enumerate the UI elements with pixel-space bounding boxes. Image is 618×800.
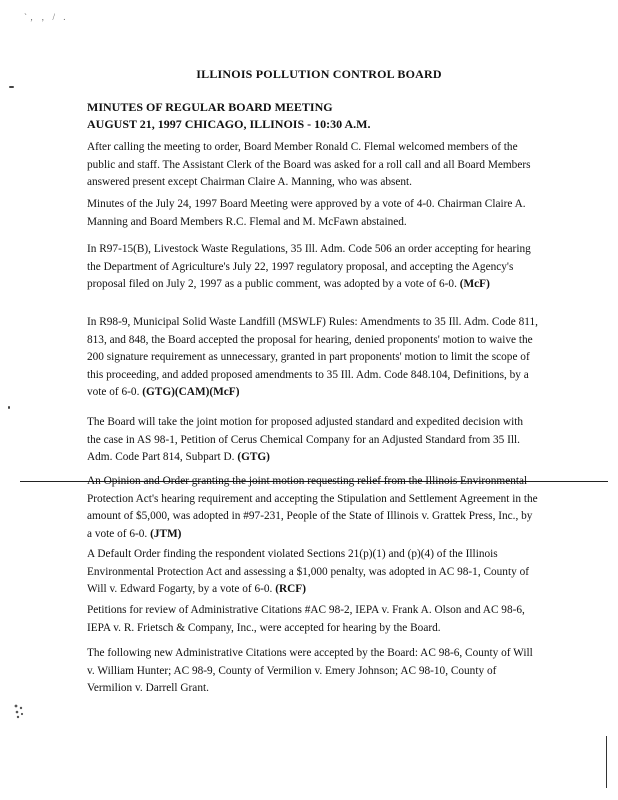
scan-corner-mark: `‚ ‚ / . (24, 12, 69, 22)
paragraph-text: In R98-9, Municipal Solid Waste Landfill (MSWLF) Rules: Amendments to 35 Ill. Adm. Code 811, 813, and 848, the Board accepted the proposal for hearing, denied proponents' motion to waive the 200 signature requirement as unnecessary, granted in part proponents' motion to limit the scope of this proceeding, and added proposed amendments to 35 Ill. Adm. Code 848.104, Definitions, by a vote of 6-0. (87, 316, 538, 398)
initials-tag: (GTG)(CAM)(McF) (142, 386, 240, 398)
paragraph-call-to-order (87, 139, 539, 192)
initials-tag: (JTM) (150, 527, 182, 540)
paragraph-r98-9 (87, 314, 539, 402)
initials-tag: (McF) (459, 278, 490, 290)
paragraph-as98-1 (87, 414, 539, 467)
paragraph-text: An Opinion and Order granting the joint motion requesting relief from the Illinois Environmental Protection Act's hearing requirement and accepting the Stipulation and Settlement Agreement in the amount of $5,000, was adopted in #97-231, People of the State of Illinois v. Grattek Press, Inc., by a vote of 6-0. (87, 475, 538, 540)
minutes-heading: MINUTES OF REGULAR BOARD MEETING (87, 100, 333, 114)
scan-speck (9, 86, 14, 88)
document-title: ILLINOIS POLLUTION CONTROL BOARD (196, 67, 442, 81)
initials-tag: (GTG) (237, 451, 270, 463)
paragraph-minutes-approval (87, 196, 539, 231)
paragraph-text: The following new Administrative Citations were accepted by the Board: AC 98-6, County of Will v. William Hunter; AC 98-9, County of Vermilion v. Emery Johnson; AC 98-10, County of Vermilion v. Darrell Grant. (87, 647, 533, 694)
meeting-date-heading: AUGUST 21, 1997 CHICAGO, ILLINOIS - 10:30 A.M. (87, 117, 371, 131)
initials-tag: (RCF) (275, 583, 306, 595)
paragraph-default-order (87, 546, 539, 599)
paragraph-new-citations (87, 645, 539, 698)
scan-edge-mark (606, 736, 607, 788)
paragraph-text: After calling the meeting to order, Board Member Ronald C. Flemal welcomed members of the public and staff. The Assistant Clerk of the Board was asked for a roll call and all Board Members answered present except Chairman Claire A. Manning, who was absent. (87, 141, 531, 188)
paragraph-text: In R97-15(B), Livestock Waste Regulations, 35 Ill. Adm. Code 506 an order accepting for hearing the Department of Agriculture's July 22, 1997 regulatory proposal, and accepting the Agency's proposal filed on July 2, 1997 as a public comment, was adopted by a vote of 6-0. (87, 243, 531, 290)
scan-speck (8, 406, 10, 409)
paragraph-text: Petitions for review of Administrative Citations #AC 98-2, IEPA v. Frank A. Olson and AC 98-6, IEPA v. R. Frietsch & Company, Inc., were accepted for hearing by the Board. (87, 604, 525, 634)
paragraph-text: Minutes of the July 24, 1997 Board Meeting were approved by a vote of 4-0. Chairman Claire A. Manning and Board Members R.C. Flemal and M. McFawn abstained. (87, 198, 526, 228)
paragraph-text: A Default Order finding the respondent violated Sections 21(p)(1) and (p)(4) of the Illinois Environmental Protection Act and assessing a $1,000 penalty, was adopted in AC 98-1, County of Will v. Edward Fogarty, by a vote of 6-0. (87, 548, 529, 595)
paragraph-petitions-review (87, 602, 539, 637)
paragraph-text: The Board will take the joint motion for proposed adjusted standard and expedited decision with the case in AS 98-1, Petition of Cerus Chemical Company for an Adjusted Standard from 35 Ill. Adm. Code Part 814, Subpart D. (87, 416, 524, 463)
scan-blot (12, 702, 26, 720)
paragraph-r97-15b (87, 241, 539, 294)
paragraph-grattek-press (87, 473, 539, 543)
